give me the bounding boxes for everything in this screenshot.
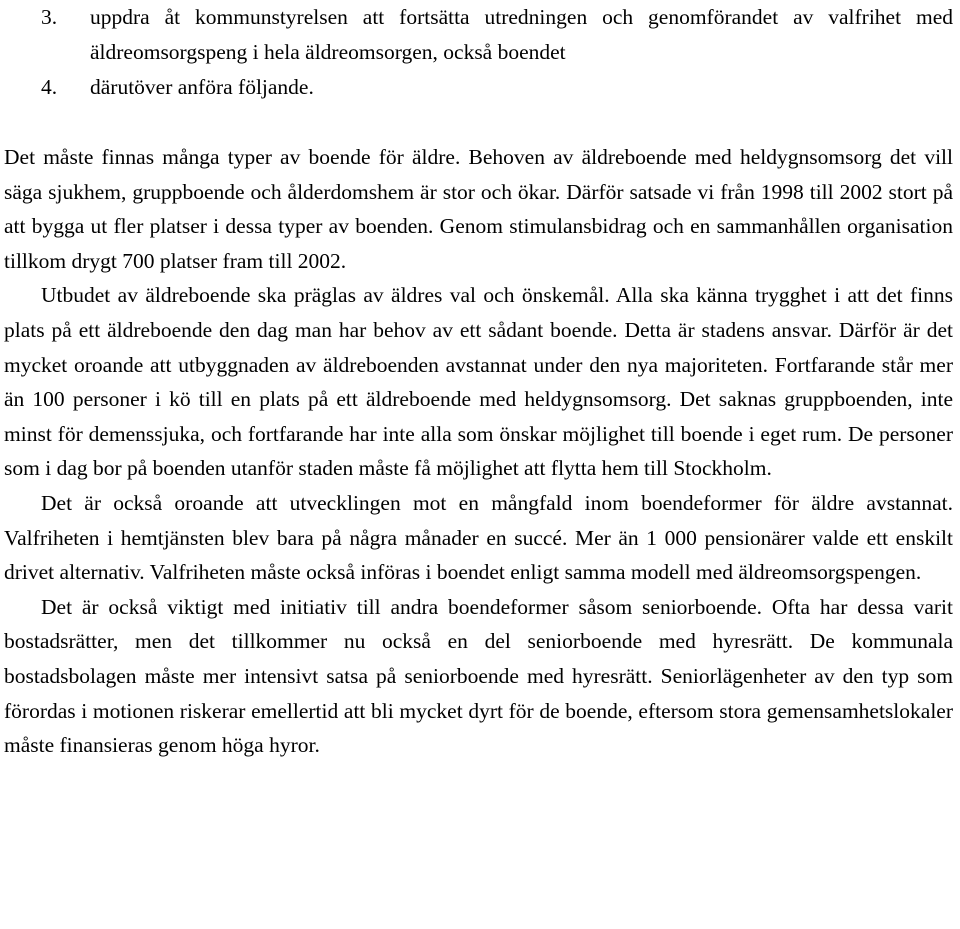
paragraph-spacer <box>4 105 953 140</box>
list-number: 3. <box>41 5 58 29</box>
paragraph-mangfald: Det är också oroande att utvecklingen mot en mångfald inom boendeformer för äldre avstannat. Valfriheten i hemtjänsten blev bara på några månader en succé. Mer än 1 000 pensionärer valde ett enskilt drivet alternativ. Valfriheten måste också införas i boendet enligt samma modell med äldreomsorgspengen. <box>4 490 953 585</box>
list-item-text: därutöver anföra följande. <box>90 75 314 99</box>
list-number: 4. <box>41 75 58 99</box>
paragraph-seniorboende: Det är också viktigt med initiativ till andra boendeformer såsom seniorboende. Ofta har dessa varit bostadsrätter, men det tillkommer nu också en del seniorboende med hyresrätt. De kommunala bostadsbolagen måste mer intensivt satsa på seniorboende med hyresrätt. Seniorlägenheter av den typ som förordas i motionen riskerar emellertid att bli mycket dyrt för de boende, eftersom stora gemensamhetslokaler måste finansieras genom höga hyror. <box>4 594 953 758</box>
list-item <box>4 0 953 70</box>
list-item-text: uppdra åt kommunstyrelsen att fortsätta utredningen och genomförandet av valfrihet med äldreomsorgspeng i hela äldreomsorgen, också boendet <box>90 5 953 64</box>
paragraph-utbudet: Utbudet av äldreboende ska präglas av äldres val och önskemål. Alla ska känna trygghet i att det finns plats på ett äldreboende den dag man har behov av ett sådant boende. Detta är stadens ansvar. Därför är det mycket oroande att utbyggnaden av äldreboenden avstannat under den nya majoriteten. Fortfarande står mer än 100 personer i kö till en plats på ett äldreboende med heldygnsomsorg. Det saknas gruppboenden, inte minst för demenssjuka, och fortfarande har inte alla som önskar möjlighet till boende i eget rum. De personer som i dag bor på boenden utanför staden måste få möjlighet att flytta hem till Stockholm. <box>4 283 953 481</box>
paragraph-boende-typer: Det måste finnas många typer av boende för äldre. Behoven av äldreboende med heldygnsomsorg det vill säga sjukhem, gruppboende och ålderdomshem är stor och ökar. Därför satsade vi från 1998 till 2002 stort på att bygga ut fler platser i dessa typer av boenden. Genom stimulansbidrag och en sammanhållen organisation tillkom drygt 700 platser fram till 2002. <box>4 145 953 273</box>
numbered-list <box>4 0 953 105</box>
list-item <box>4 70 953 105</box>
